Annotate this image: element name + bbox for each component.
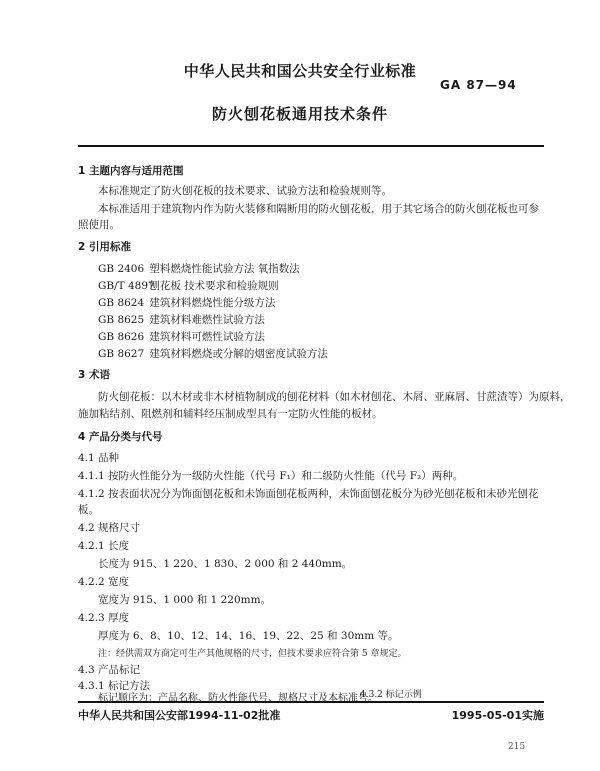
note: 注：经供需双方商定可生产其他规格的尺寸，但技术要求应符合第 5 章规定。 <box>98 649 407 659</box>
reference-item: GB 8625 建筑材料难燃性试验方法 <box>98 314 265 326</box>
section-3-heading: 3 术语 <box>78 369 110 381</box>
section-4-2-heading: 4.2 规格尺寸 <box>78 522 141 534</box>
section-1-para-2-line-2: 照使用。 <box>78 219 120 231</box>
reference-item: GB/T 4897 刨花板 技术要求和检验规则 <box>98 280 279 292</box>
section-4-1-2-line-2: 板。 <box>78 504 99 516</box>
header-rule <box>78 145 544 147</box>
standard-code: GA 87—94 <box>440 78 517 92</box>
section-4-1-2-line-1: 4.1.2 按表面状况分为饰面刨花板和未饰面刨花板两种，未饰面刨花板分为砂光刨花板和未砂光刨花 <box>78 488 539 500</box>
page-number: 215 <box>508 742 526 752</box>
document-title: 防火刨花板通用技术条件 <box>211 105 388 123</box>
section-4-2-3-text: 厚度为 6、8、10、12、14、16、19、22、25 和 30mm 等。 <box>98 630 399 642</box>
effective-date: 1995-05-01实施 <box>451 709 544 722</box>
approval-line: 中华人民共和国公安部1994-11-02批准 <box>78 709 281 722</box>
section-3-line-1: 防火刨花板：以木材或非木材植物制成的刨花材料（如木材刨花、木屑、亚麻屑、甘蔗渣等）为原料， <box>98 391 571 403</box>
section-4-2-2-heading: 4.2.2 宽度 <box>78 576 130 588</box>
section-1-para-1: 本标准规定了防火刨花板的技术要求、试验方法和检验规则等。 <box>98 185 392 197</box>
section-4-3-1-text: 标记顺序为：产品名称、防火性能代号、规格尺寸及本标准号。 <box>98 693 378 704</box>
section-2-heading: 2 引用标准 <box>78 241 131 253</box>
reference-item: GB 2406 塑料燃烧性能试验方法 氧指数法 <box>98 263 300 275</box>
section-4-heading: 4 产品分类与代号 <box>78 431 163 443</box>
footer-rule <box>78 701 544 703</box>
reference-item: GB 8624 建筑材料燃烧性能分级方法 <box>98 297 276 309</box>
section-4-3-1-heading: 4.3.1 标记方法 <box>78 680 151 692</box>
section-4-2-1-heading: 4.2.1 长度 <box>78 540 130 552</box>
section-1-heading: 1 主题内容与适用范围 <box>78 165 184 177</box>
standard-organization: 中华人民共和国公共安全行业标准 <box>183 62 417 80</box>
section-3-line-2: 施加粘结剂、阻燃剂和辅料经压制成型具有一定防火性能的板材。 <box>78 408 383 420</box>
section-4-3-2-heading: 4.3.2 标记示例 <box>360 690 422 700</box>
section-4-1-heading: 4.1 品种 <box>78 452 120 464</box>
section-4-1-1: 4.1.1 按防火性能分为一级防火性能（代号 F₁）和二级防火性能（代号 F₂）两种。 <box>78 470 464 482</box>
section-4-2-2-text: 宽度为 915、1 000 和 1 220mm。 <box>98 594 272 606</box>
section-4-2-3-heading: 4.2.3 厚度 <box>78 612 130 624</box>
reference-item: GB 8626 建筑材料可燃性试验方法 <box>98 331 265 343</box>
section-1-para-2-line-1: 本标准适用于建筑物内作为防火装修和隔断用的防火刨花板，用于其它场合的防火刨花板也可参 <box>98 203 539 215</box>
reference-item: GB 8627 建筑材料燃烧或分解的烟密度试验方法 <box>98 348 328 360</box>
section-4-3-heading: 4.3 产品标记 <box>78 664 141 676</box>
section-4-2-1-text: 长度为 915、1 220、1 830、2 000 和 2 440mm。 <box>98 558 353 570</box>
